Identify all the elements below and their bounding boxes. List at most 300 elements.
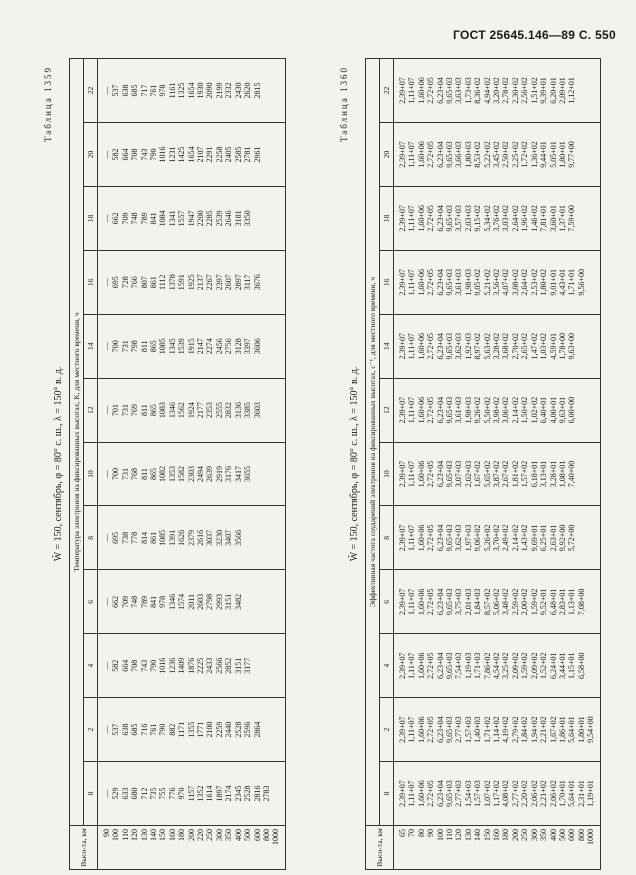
cell-value: 789 [139, 595, 149, 608]
cell-value: 3,62+03 [454, 332, 464, 360]
cell-value: 5,21+02 [482, 269, 492, 296]
cell-value: 633 [120, 787, 130, 800]
cell-value: 9,77+00 [567, 141, 577, 168]
cell-value: 2456 [214, 338, 224, 355]
cell-value: 6,18+01 [529, 460, 539, 488]
cell-value: 1,47+02 [529, 332, 539, 360]
cell-value: — [102, 661, 111, 670]
cell-value: 1539 [177, 338, 187, 355]
cell-value: — [102, 533, 111, 542]
cell-value: 1,11+07 [407, 524, 417, 552]
cell-value: 2620 [243, 82, 253, 99]
cell-value: 2,02+03 [463, 460, 473, 488]
cell-value: 2,09+02 [529, 652, 539, 679]
cell-value: 3128 [233, 338, 243, 355]
cell-value: 3,60+01 [548, 205, 558, 232]
cell-value: 2433 [205, 657, 215, 674]
cell-value: 2,72+05 [426, 332, 436, 360]
cell-value: 9,26+02 [473, 396, 483, 424]
cell-value: 2,39+07 [398, 77, 407, 104]
cell-value: 6,25+01 [539, 524, 549, 552]
cell-value: 2,20+02 [520, 780, 530, 807]
cell-value: 5,26+02 [482, 524, 492, 552]
cell-value: 5,72+00 [567, 524, 577, 552]
cell-value: 2,39+07 [398, 205, 407, 232]
height-value: 90 [426, 829, 436, 837]
group-header: Эффективная частота соударений электронов на фиксированных высотах, с⁻¹, для местного времени, ч [366, 59, 380, 826]
cell-value: 9,65+03 [445, 588, 455, 616]
cell-value: 9,65+03 [445, 396, 455, 424]
cell-value: 2596 [243, 721, 253, 738]
cell-value: 3606 [252, 338, 262, 355]
cell-value: 2345 [233, 785, 243, 802]
cell-value: 9,52+01 [539, 588, 549, 616]
time-header: 4 [380, 634, 394, 698]
cell-value: — [102, 789, 111, 798]
cell-value: 1325 [177, 82, 187, 99]
cell-value: 3176 [224, 466, 234, 483]
height-value: 220 [196, 829, 206, 841]
cell-value: 1930 [196, 82, 206, 99]
height-value: 90 [102, 829, 111, 837]
cell-value: 1,40+03 [473, 716, 483, 743]
table-title: W̄ = 150, сентябрь, φ = 80° с. ш., λ = 150° в. д. [349, 366, 360, 562]
height-value: 300 [214, 829, 224, 841]
cell-value: 2353 [205, 402, 215, 419]
cell-value: 2783 [261, 785, 271, 802]
cell-value: 2,70+02 [510, 332, 520, 360]
time-header: 20 [84, 123, 98, 187]
value-column [98, 250, 286, 314]
time-header: 14 [84, 314, 98, 378]
cell-value: 1876 [186, 657, 196, 674]
height-value: 110 [120, 829, 130, 841]
cell-value: 3397 [243, 338, 253, 355]
cell-value: 9,01+01 [548, 269, 558, 296]
cell-value: 1,11+07 [407, 716, 417, 743]
cell-value: 680 [130, 787, 140, 800]
value-column [394, 123, 601, 187]
cell-value: 9,56+00 [576, 269, 586, 296]
height-value: 400 [233, 829, 243, 841]
cell-value: 6,23+04 [435, 588, 445, 616]
cell-value: 790 [149, 659, 159, 672]
height-value: 250 [520, 829, 530, 841]
cell-value: 1,96+02 [520, 205, 530, 232]
value-column [98, 570, 286, 634]
value-column [394, 186, 601, 250]
cell-value: 2,30+02 [510, 77, 520, 104]
time-header: 16 [84, 250, 98, 314]
cell-value: 766 [130, 276, 140, 289]
cell-value: 2174 [224, 785, 234, 802]
cell-value: 6,23+04 [435, 716, 445, 743]
cell-value: 2,53+02 [529, 269, 539, 296]
cell-value: 2,06+02 [529, 780, 539, 807]
cell-value: 811 [139, 340, 149, 353]
height-value: 120 [130, 829, 140, 841]
cell-value: 9,65+03 [445, 332, 455, 360]
cell-value: 776 [167, 787, 177, 800]
cell-value: 2011 [186, 593, 196, 610]
cell-value: 638 [120, 84, 130, 97]
cell-value: 755 [158, 787, 168, 800]
cell-value: 2528 [243, 785, 253, 802]
cell-value: 1,67+02 [548, 716, 558, 743]
cell-value: 9,15+02 [473, 205, 483, 232]
time-header: 18 [380, 186, 394, 250]
cell-value: 582 [111, 148, 121, 161]
cell-value: 1,11+07 [407, 333, 417, 360]
cell-value: 2,63+01 [548, 524, 558, 552]
cell-value: 9,65+03 [445, 77, 455, 104]
cell-value: 5,64+01 [567, 716, 577, 743]
cell-value: 1171 [177, 721, 187, 738]
cell-value: 3,28+01 [548, 460, 558, 488]
time-header: 14 [380, 314, 394, 378]
cell-value: 9,65+03 [445, 141, 455, 168]
cell-value: 1,13+01 [567, 588, 577, 616]
cell-value: — [102, 470, 111, 479]
cell-value: 2,77+02 [510, 780, 520, 807]
cell-value: 1,60+06 [416, 524, 426, 552]
cell-value: 2,21+02 [539, 716, 549, 743]
cell-value: 1654 [186, 146, 196, 163]
cell-value: 2,72+05 [426, 205, 436, 232]
cell-value: 1425 [177, 146, 187, 163]
cell-value: 1,57+02 [520, 460, 530, 488]
cell-value: 4,54+02 [492, 652, 502, 679]
cell-value: 3676 [252, 274, 262, 291]
cell-value: 807 [139, 276, 149, 289]
cell-value: 1574 [177, 593, 187, 610]
cell-value: 2993 [214, 593, 224, 610]
cell-value: 3,61+03 [454, 269, 464, 296]
cell-value: 1,11+07 [407, 588, 417, 615]
cell-value: 8,36+02 [473, 77, 483, 104]
height-value: 200 [510, 829, 520, 841]
cell-value: 814 [139, 531, 149, 544]
height-value: 800 [261, 829, 271, 841]
time-header: 10 [380, 442, 394, 506]
height-value: 140 [473, 829, 483, 841]
cell-value: 1,02+02 [529, 396, 539, 424]
cell-value: 2616 [196, 529, 206, 546]
cell-value: 6,23+04 [435, 652, 445, 679]
cell-value: 1,60+06 [416, 588, 426, 616]
cell-value: 701 [111, 404, 121, 417]
cell-value: 743 [139, 659, 149, 672]
cell-value: 2,14+02 [510, 396, 520, 424]
cell-value: 2200 [196, 210, 206, 227]
height-value: 500 [557, 829, 567, 841]
cell-value: 2646 [224, 210, 234, 227]
cell-value: 4,08+02 [501, 780, 511, 807]
cell-value: 1,80+02 [539, 269, 549, 296]
cell-value: 1,11+07 [407, 460, 417, 488]
cell-value: 1341 [167, 210, 177, 227]
cell-value: 2,39+07 [398, 524, 407, 552]
cell-value: 6,23+04 [435, 77, 445, 104]
height-value: 500 [243, 829, 253, 841]
cell-value: 2528 [233, 721, 243, 738]
cell-value: 1,67+02 [473, 460, 483, 488]
cell-value: 712 [139, 787, 149, 800]
cell-value: 2,72+05 [426, 396, 436, 424]
time-header: 0 [380, 762, 394, 826]
cell-value: 3151 [233, 657, 243, 674]
cell-value: 6,23+04 [435, 396, 445, 424]
cell-value: 4,43+01 [557, 269, 567, 296]
cell-value: 1085 [158, 529, 168, 546]
cell-value: 2,72+05 [426, 141, 436, 168]
cell-value: 6,23+04 [435, 780, 445, 807]
cell-value: 1947 [186, 210, 196, 227]
cell-value: 2,72+05 [426, 77, 436, 104]
table-label: Таблица 1360 [339, 66, 349, 142]
time-header: 20 [380, 123, 394, 187]
cell-value: 2,72+05 [426, 524, 436, 552]
cell-value: 861 [149, 531, 159, 544]
cell-value: 9,69+01 [529, 524, 539, 552]
cell-value: 1378 [167, 274, 177, 291]
cell-value: 2,39+07 [398, 396, 407, 424]
cell-value: 8,57+02 [482, 588, 492, 616]
cell-value: 2,67+02 [501, 460, 511, 488]
cell-value: 1355 [186, 721, 196, 738]
height-value: 100 [111, 829, 121, 841]
cell-value: 1353 [167, 466, 177, 483]
cell-value: 3,56+02 [492, 269, 502, 296]
cell-value: 1,36+02 [529, 141, 539, 168]
cell-value: 1,19+01 [586, 780, 596, 807]
cell-value: 709 [120, 212, 130, 225]
cell-value: 2100 [205, 721, 215, 738]
cell-value: 2,78+02 [501, 77, 511, 104]
cell-value: 1082 [158, 466, 168, 483]
cell-value: 1,11+07 [407, 652, 417, 679]
cell-value: 3,08+02 [510, 269, 520, 296]
height-value: 130 [463, 829, 473, 841]
cell-value: 2397 [214, 274, 224, 291]
cell-value: 2,72+05 [426, 269, 436, 296]
cell-value: 4,94+02 [482, 77, 492, 104]
cell-value: 1771 [196, 721, 206, 738]
height-value: 1000 [271, 829, 281, 845]
cell-value: 3,44+01 [557, 652, 567, 679]
value-column [98, 186, 286, 250]
cell-value: 3151 [224, 593, 234, 610]
cell-value: 2258 [214, 146, 224, 163]
cell-value: 5,50+02 [482, 396, 492, 424]
cell-value: 3417 [233, 466, 243, 483]
cell-value: 1,94+02 [529, 716, 539, 743]
cell-value: 2177 [196, 402, 206, 419]
cell-value: 1,03+02 [539, 332, 549, 360]
height-value: 100 [435, 829, 445, 841]
cell-value: 1,73+03 [463, 77, 473, 104]
cell-value: 1157 [186, 785, 196, 802]
cell-value: 1654 [186, 82, 196, 99]
cell-value: 769 [130, 404, 140, 417]
cell-value: 1924 [186, 402, 196, 419]
time-header: 12 [380, 378, 394, 442]
cell-value: 731 [120, 340, 130, 353]
cell-value: 9,65+03 [445, 205, 455, 232]
cell-value: 1,37+01 [557, 205, 567, 232]
cell-value: 3407 [224, 529, 234, 546]
cell-value: 811 [139, 468, 149, 480]
cell-value: 2225 [196, 657, 206, 674]
cell-value: 2539 [214, 210, 224, 227]
cell-value: 1231 [167, 146, 177, 163]
cell-value: 2,39+07 [398, 332, 407, 360]
cell-value: 1,80+01 [576, 716, 586, 743]
cell-value: 2303 [186, 466, 196, 483]
cell-value: 2,64+02 [510, 205, 520, 232]
height-value: 350 [224, 829, 234, 841]
cell-value: 9,65+03 [445, 269, 455, 296]
cell-value: — [102, 86, 111, 95]
cell-value: 638 [120, 723, 130, 736]
cell-value: 1083 [158, 402, 168, 419]
cell-value: 4,59+01 [548, 332, 558, 360]
cell-value: 1016 [158, 657, 168, 674]
cell-value: 529 [111, 787, 121, 800]
cell-value: — [102, 278, 111, 287]
cell-value: 2852 [224, 657, 234, 674]
cell-value: 2864 [252, 721, 262, 738]
cell-value: 1,60+06 [416, 332, 426, 360]
time-header: 16 [380, 250, 394, 314]
data-table [69, 58, 286, 870]
value-column [98, 59, 286, 123]
cell-value: 9,92+00 [557, 524, 567, 552]
cell-value: 1084 [158, 210, 168, 227]
cell-value: 708 [130, 148, 140, 161]
cell-value: 708 [130, 659, 140, 672]
cell-value: 2379 [186, 529, 196, 546]
cell-value: 1562 [177, 402, 187, 419]
cell-value: — [102, 150, 111, 159]
data-table [365, 58, 601, 870]
cell-value: 1346 [167, 593, 177, 610]
cell-value: 1,72+02 [520, 141, 530, 168]
cell-value: 2,72+05 [426, 588, 436, 616]
cell-value: 3,57+03 [454, 205, 464, 232]
cell-value: 2566 [214, 657, 224, 674]
cell-value: 2285 [205, 210, 215, 227]
value-column [394, 762, 601, 826]
table-label: Таблица 1359 [43, 66, 53, 142]
cell-value: 2494 [196, 466, 206, 483]
cell-value: 9,65+03 [445, 652, 455, 679]
cell-value: 1,46+02 [529, 205, 539, 232]
cell-value: 2639 [205, 466, 215, 483]
cell-value: 1,54+03 [463, 780, 473, 807]
cell-value: 2,39+07 [398, 652, 407, 679]
cell-value: 4,07+02 [501, 269, 511, 296]
cell-value: 3482 [233, 593, 243, 610]
cell-value: 2919 [214, 466, 224, 483]
value-column [394, 314, 601, 378]
cell-value: 1,98+03 [463, 269, 473, 296]
time-header: 2 [84, 698, 98, 762]
time-header: 6 [84, 570, 98, 634]
cell-value: 3,06+02 [501, 396, 511, 424]
cell-value: 2,72+05 [426, 460, 436, 488]
cell-value: 1,71+01 [567, 269, 577, 296]
cell-value: 1,98+03 [463, 396, 473, 424]
cell-value: 7,08+00 [576, 588, 586, 616]
cell-value: 1,11+07 [407, 77, 417, 104]
value-column [394, 250, 601, 314]
cell-value: 1,07+02 [482, 780, 492, 807]
cell-value: 7,40+00 [567, 460, 577, 488]
table-1359-block [43, 58, 323, 870]
cell-value: 1016 [158, 146, 168, 163]
value-column [98, 378, 286, 442]
cell-value: 2,21+02 [539, 780, 549, 807]
cell-value: 738 [120, 531, 130, 544]
height-value: 120 [454, 829, 464, 841]
cell-value: 664 [120, 659, 130, 672]
cell-value: 1,59+02 [520, 652, 530, 679]
cell-value: 1,60+06 [416, 716, 426, 743]
cell-value: 7,81+01 [539, 205, 549, 232]
cell-value: 9,63+01 [557, 396, 567, 424]
cell-value: 9,65+03 [445, 780, 455, 807]
cell-value: 4,19+02 [501, 716, 511, 743]
time-header: 12 [84, 378, 98, 442]
cell-value: 3,68+02 [501, 332, 511, 360]
cell-value: 9,65+03 [445, 716, 455, 743]
cell-value: 865 [149, 404, 159, 417]
cell-value: 3117 [243, 274, 253, 291]
cell-value: 1,15+01 [567, 652, 577, 679]
cell-value: 2147 [196, 338, 206, 355]
cell-value: 748 [130, 212, 140, 225]
cell-value: 6,23+04 [435, 524, 445, 552]
cell-value: 9,39+01 [539, 77, 549, 104]
cell-value: 685 [130, 723, 140, 736]
heights-column [98, 826, 286, 870]
cell-value: — [102, 597, 111, 606]
cell-value: 6,23+04 [435, 141, 445, 168]
value-column [394, 442, 601, 506]
cell-value: 9,65+03 [445, 460, 455, 488]
cell-value: 2,39+07 [398, 141, 407, 168]
cell-value: 2756 [224, 338, 234, 355]
cell-value: 5,64+01 [567, 780, 577, 807]
height-value: 110 [445, 829, 455, 841]
height-value: 70 [407, 829, 417, 837]
cell-value: 1,12+01 [567, 77, 577, 104]
cell-value: 2,39+07 [398, 269, 407, 296]
cell-value: 1,60+06 [416, 652, 426, 679]
table-title: W̄ = 150, сентябрь, φ = 80° с. ш., λ = 150° в. д. [53, 366, 64, 562]
heights-column [394, 826, 601, 870]
cell-value: 2199 [214, 82, 224, 99]
cell-value: 1,17+02 [492, 780, 502, 807]
cell-value: 1,11+07 [407, 397, 417, 424]
height-value: 200 [186, 829, 196, 841]
cell-value: 761 [149, 723, 159, 736]
cell-value: 743 [139, 148, 149, 161]
cell-value: 2,09+02 [510, 652, 520, 679]
cell-value: 2,65+02 [520, 332, 530, 360]
cell-value: 2267 [205, 274, 215, 291]
